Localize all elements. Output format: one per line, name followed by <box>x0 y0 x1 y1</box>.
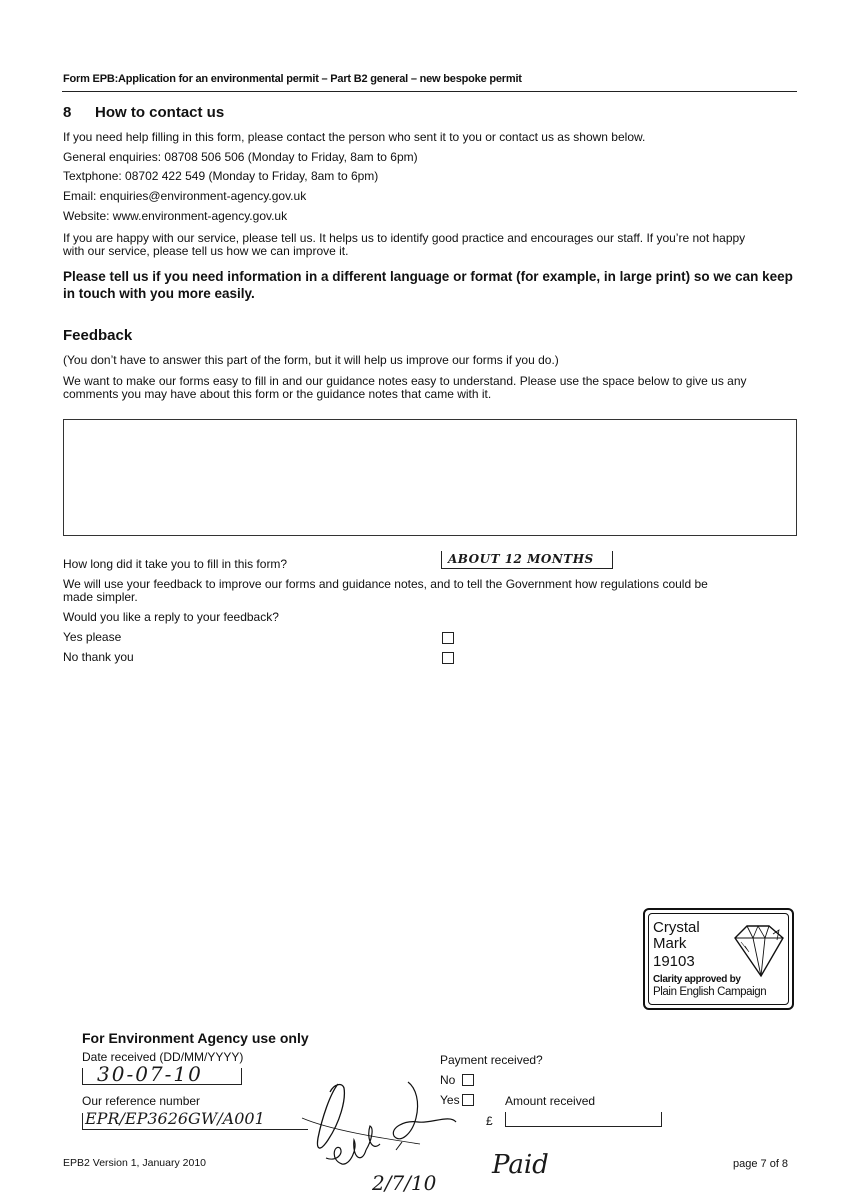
currency-symbol: £ <box>486 1114 493 1128</box>
reply-question: Would you like a reply to your feedback? <box>63 610 279 624</box>
how-long-label: How long did it take you to fill in this form? <box>63 557 288 571</box>
crystal-mark-line-2: Mark <box>653 935 687 952</box>
happy-line-1: If you are happy with our service, please tell us. It helps us to identify good practice and encourages our staff. If you’re not happy <box>63 231 746 245</box>
crystal-mark-logo <box>643 908 794 1010</box>
reference-label: Our reference number <box>82 1094 201 1108</box>
diamond-icon <box>727 922 787 978</box>
textphone: Textphone: 08702 422 549 (Monday to Friday, 8am to 6pm) <box>63 169 379 183</box>
section-title: How to contact us <box>95 104 225 121</box>
language-line-2: in touch with you more easily. <box>63 286 255 301</box>
crystal-mark-line-1: Crystal <box>653 919 700 936</box>
reference-value: EPR/EP3626GW/A001 <box>85 1109 265 1128</box>
crystal-mark-frame <box>648 913 789 1005</box>
feedback-note: (You don’t have to answer this part of the form, but it will help us improve our forms if you do.) <box>63 353 559 367</box>
amount-received-field[interactable] <box>505 1112 662 1127</box>
section-number: 8 <box>63 104 72 121</box>
how-long-field[interactable] <box>441 551 613 569</box>
email-line: Email: enquiries@environment-agency.gov.uk <box>63 189 307 203</box>
feedback-want-line-2: comments you may have about this form or the guidance notes that came with it. <box>63 387 492 401</box>
no-thank-you-checkbox[interactable] <box>442 652 454 664</box>
agency-use-title: For Environment Agency use only <box>82 1030 309 1046</box>
handwritten-paid: Paid <box>492 1150 549 1180</box>
feedback-want-line-1: We want to make our forms easy to fill in and our guidance notes easy to understand. Please use the space below to give us any <box>63 374 747 388</box>
comments-box[interactable] <box>63 419 797 536</box>
general-enquiries: General enquiries: 08708 506 506 (Monday to Friday, 8am to 6pm) <box>63 150 418 164</box>
reference-field[interactable] <box>82 1109 308 1130</box>
contact-intro: If you need help filling in this form, please contact the person who sent it to you or contact us as shown below. <box>63 130 646 144</box>
language-line-1: Please tell us if you need information in a different language or format (for example, in large print) so we can keep <box>63 269 793 284</box>
payment-no-label: No <box>440 1073 456 1087</box>
yes-please-checkbox[interactable] <box>442 632 454 644</box>
form-header-title: Form EPB:Application for an environmental permit – Part B2 general – new bespoke permit <box>63 73 522 85</box>
footer-page-number: page 7 of 8 <box>733 1158 789 1170</box>
happy-line-2: with our service, please tell us how we can improve it. <box>63 244 349 258</box>
use-feedback-line-2: made simpler. <box>63 590 138 604</box>
crystal-mark-clarity: Clarity approved by <box>653 974 741 985</box>
payment-received-label: Payment received? <box>440 1053 543 1067</box>
website-line: Website: www.environment-agency.gov.uk <box>63 209 288 223</box>
feedback-title: Feedback <box>63 327 133 344</box>
how-long-value: ABOUT 12 MONTHS <box>448 552 594 566</box>
date-received-field[interactable] <box>82 1062 242 1086</box>
no-thank-you-label: No thank you <box>63 650 134 664</box>
header-divider <box>62 91 797 92</box>
language-notice <box>63 268 798 302</box>
use-feedback-line-1: We will use your feedback to improve our forms and guidance notes, and to tell the Government how regulations could be <box>63 577 708 591</box>
payment-yes-label: Yes <box>440 1093 460 1107</box>
crystal-mark-campaign: Plain English Campaign <box>653 986 767 998</box>
amount-received-label: Amount received <box>505 1094 596 1108</box>
handwritten-date: 2/7/10 <box>372 1171 437 1195</box>
crystal-mark-number: 19103 <box>653 953 695 970</box>
date-received-value: 30-07-10 <box>97 1062 203 1086</box>
date-received-label: Date received (DD/MM/YYYY) <box>82 1050 244 1064</box>
footer-version: EPB2 Version 1, January 2010 <box>63 1157 207 1169</box>
yes-please-label: Yes please <box>63 630 122 644</box>
